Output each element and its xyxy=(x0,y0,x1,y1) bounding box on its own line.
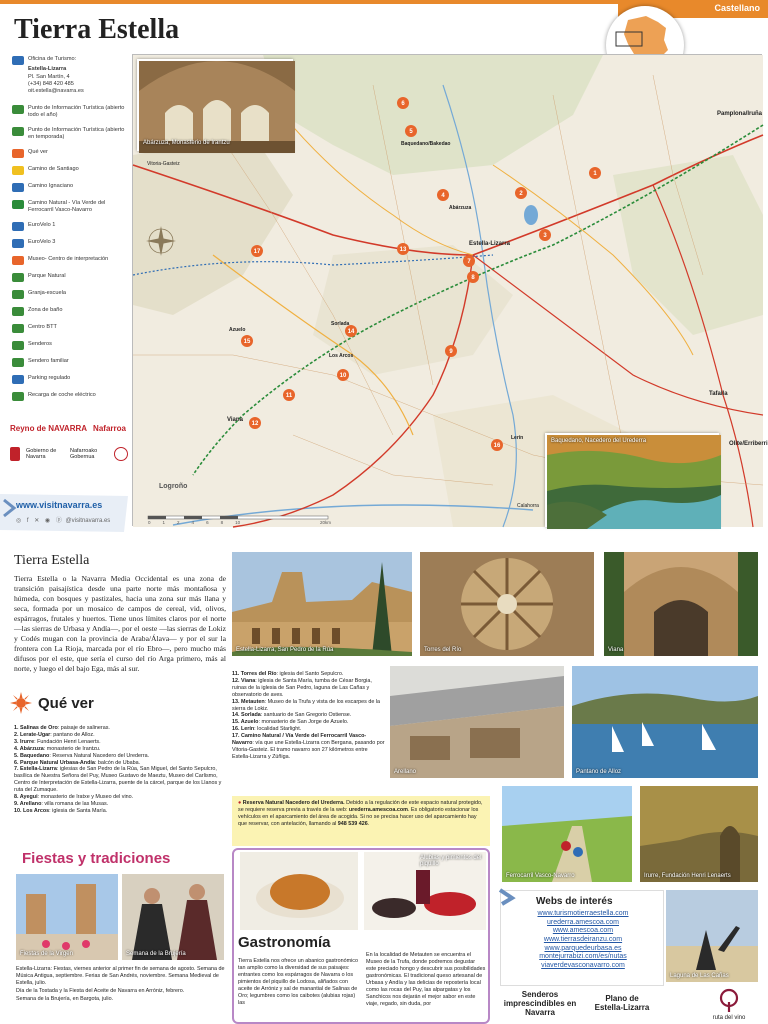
photo-irantzu-caption: Abárzuza, Monasterio de Irantzu xyxy=(143,140,230,146)
marker-16 xyxy=(491,439,503,451)
logo-reyno-navarra: Reyno de NAVARRA xyxy=(10,424,88,433)
office-phone: (+34) 848 420 485 xyxy=(28,80,74,87)
marker-15 xyxy=(241,335,253,347)
ruta-vino-text: ruta del vino xyxy=(712,1015,746,1021)
scale-tick: 2 xyxy=(177,520,180,525)
legend-symbol-icon xyxy=(12,375,24,384)
gastronomia-col2: En la localidad de Metauten se encuentra el Museo de la Trufa, donde podremos degustar este preciado hongo y descubrir sus posibilidades gastronómicas. El tradicional queso artesanal de Urbasa y Andía y las delicias de repostería local como las rocas del Puy, las alpargatas y los Sanchicos nos dejarán el mejor sabor en este viaje, regado, sin duda, por xyxy=(366,952,486,1008)
legend-item xyxy=(12,239,132,248)
legend-symbol-icon xyxy=(12,324,24,333)
que-ver-item xyxy=(14,746,228,753)
web-link[interactable]: viaverdevasconavarro.com xyxy=(541,962,625,970)
legend-label: Senderos xyxy=(28,341,52,348)
que-ver-item-name: 4. Abárzuza xyxy=(14,745,44,752)
photo-torres-rio[interactable] xyxy=(420,552,594,656)
webs-title: Webs de interés xyxy=(536,896,613,907)
marker-12 xyxy=(249,417,261,429)
legend-symbol-icon xyxy=(12,341,24,350)
legend-label: Sendero familiar xyxy=(28,358,69,365)
fiesta-item: Semana de la Brujería, en Bargota, julio. xyxy=(16,995,114,1002)
que-ver-item-name: 17. Camino Natural / Vía Verde del Ferrocarril Vasco-Navarro xyxy=(232,733,367,747)
legend-item xyxy=(12,307,132,316)
legend-symbol-icon xyxy=(12,127,24,136)
que-ver-item xyxy=(232,712,386,719)
town-abarzuza[interactable]: Abárzuza xyxy=(449,205,472,211)
que-ver-item-text: : iglesia de Santa María. xyxy=(49,807,108,814)
fiesta-item: Estella-Lizarra: Fiestas, viernes anterior al primer fin de semana de agosto. Semana de Música Antigua, septiembre. Ferias de San Andrés, noviembre. Semana Medieval de Estella, julio. xyxy=(16,966,225,986)
photo-alloz[interactable] xyxy=(572,666,758,778)
que-ver-item-text: : iglesias de San Pedro de la Rúa, San Miguel, del Santo Sepulcro, basílica de Nuestra Señora del Puy, Museo Gustavo de Maeztu, Museo del Carlismo, Centro de Interpretación de Estella-Lizarra, puente de la cárcel, parque de los Llanos y ruta del Zumaque. xyxy=(14,766,222,794)
marker-6 xyxy=(397,97,409,109)
office-address: Pl. San Martín, 4 xyxy=(28,73,70,80)
que-ver-item xyxy=(14,753,228,760)
svg-text:4: 4 xyxy=(441,193,445,199)
page-title: Tierra Estella xyxy=(14,14,180,45)
town-azuelo[interactable]: Azuelo xyxy=(229,327,246,333)
reserve-text: Debido a la regulación de este espacio natural protegido, se requiere reserva previa a través de la web: xyxy=(238,800,483,814)
marker-5 xyxy=(405,125,417,137)
que-ver-item xyxy=(14,739,228,746)
legend-label: Camino de Santiago xyxy=(28,166,79,173)
que-ver-item-text: : iglesia de Santa María, tumba de César Borgia, ruinas de la iglesia de San Pedro, laguna de Las Cañas y observatorio de aves. xyxy=(232,677,372,698)
town-tafalla[interactable]: Tafalla xyxy=(709,391,728,397)
legend-item xyxy=(12,105,132,119)
legend-item xyxy=(12,127,132,141)
web-link[interactable]: urederra.amescoa.com xyxy=(547,918,619,926)
legend-symbol-icon xyxy=(12,149,24,158)
svg-text:2: 2 xyxy=(519,191,523,197)
legend-symbol-icon xyxy=(12,239,24,248)
fiestas-list xyxy=(16,966,226,1004)
que-ver-item-name: 10. Los Arcos xyxy=(14,807,50,814)
map-legend xyxy=(12,56,132,409)
legend-symbol-icon xyxy=(12,392,24,401)
marker-4 xyxy=(437,189,449,201)
photo-san-pedro[interactable] xyxy=(232,552,412,656)
que-ver-heading xyxy=(10,692,94,714)
que-ver-item-text: : monasterio de San Jorge de Azuelo. xyxy=(258,719,349,726)
shield-icon xyxy=(10,447,20,461)
photo-asado[interactable] xyxy=(240,852,358,930)
marker-1 xyxy=(589,167,601,179)
fiesta-item: Día de la Tostada y la Fiesta del Aceite de Navarra en Arróniz, febrero. xyxy=(16,987,185,994)
que-ver-item xyxy=(14,766,228,794)
town-sorlada[interactable]: Sorlada xyxy=(331,321,350,327)
photo-fiestas-virgen[interactable] xyxy=(16,874,118,960)
photo-torres-rio-caption: Torres del Río xyxy=(424,647,462,653)
legend-symbol-icon xyxy=(12,222,24,231)
fiestas-title: Fiestas y tradiciones xyxy=(22,850,171,867)
scale-tick: 1 xyxy=(162,520,166,525)
legend-label: Camino Ignaciano xyxy=(28,183,74,190)
town-estella[interactable]: Estella-Lizarra xyxy=(469,241,511,247)
photo-urederra-caption: Baquedano, Nacedero del Urederra xyxy=(551,438,647,444)
que-ver-item-name: 2. Lerate-Ugar xyxy=(14,731,51,738)
que-ver-item-text: : Museo de la Trufa y vista de los escarpes de la sierra de Lokiz. xyxy=(232,698,381,712)
svg-text:16: 16 xyxy=(493,443,501,449)
gastronomia-col1: Tierra Estella nos ofrece un abanico gastronómico tan amplio como la diversidad de sus paisajes: entrantes como los espárragos de Navarra o los pimientos del piquillo de Lodosa, aliñados con aceite de Arróniz y sal de manantial de Salinas de Oro; legumbres como los caibotes (alubias rojas) las xyxy=(238,958,358,1007)
legend-symbol-icon xyxy=(12,290,24,299)
que-ver-item xyxy=(232,671,386,678)
photo-viana-caption: Viana xyxy=(608,647,624,653)
que-ver-item xyxy=(232,719,386,726)
marker-3 xyxy=(539,229,551,241)
legend-label: Qué ver xyxy=(28,149,48,156)
svg-text:9: 9 xyxy=(449,349,453,355)
que-ver-item-name: 12. Viana xyxy=(232,677,256,684)
town-pamplona[interactable]: Pamplona/Iruña xyxy=(717,111,763,117)
legend-label: EuroVelo 3 xyxy=(28,239,56,246)
reserve-web[interactable]: urederra.amescoa.com xyxy=(348,807,408,814)
legend-item xyxy=(12,200,132,214)
que-ver-item-name: 6. Parque Natural Urbasa-Andía xyxy=(14,759,95,766)
anniversary-seal-icon xyxy=(114,447,128,461)
legend-label: Punto de Información Turística (abierto todo el año) xyxy=(28,105,125,119)
svg-text:11: 11 xyxy=(285,393,293,399)
legend-item xyxy=(12,290,132,299)
web-link[interactable]: www.parquedeurbasa.es xyxy=(544,944,622,952)
legend-label: Punto de Información Turística (abierto en temporada) xyxy=(28,127,125,141)
plano-link[interactable]: Plano de Estella-Lizarra xyxy=(594,994,650,1013)
reserve-end: . xyxy=(367,821,370,828)
webs-links xyxy=(506,910,660,971)
svg-text:14: 14 xyxy=(347,329,355,335)
photo-san-pedro-caption: Estella-Lizarra, San Pedro de la Rúa xyxy=(236,647,334,653)
town-olite[interactable]: Olite/Erriberri xyxy=(729,441,768,447)
legend-symbol-icon xyxy=(12,358,24,367)
que-ver-item xyxy=(14,725,228,732)
que-ver-item-name: 5. Baquedano xyxy=(14,752,50,759)
town-vitoria[interactable]: Vitoria-Gasteiz xyxy=(147,161,180,167)
photo-arellano[interactable] xyxy=(390,666,564,778)
que-ver-item xyxy=(14,808,228,815)
svg-text:13: 13 xyxy=(399,247,407,253)
que-ver-item xyxy=(232,678,386,699)
photo-alloz-caption: Pantano de Alloz xyxy=(576,769,622,775)
reserve-phone[interactable]: 948 539 426 xyxy=(337,821,368,828)
svg-text:15: 15 xyxy=(243,339,251,345)
web-link[interactable]: www.tierrasdeiranzu.com xyxy=(543,936,623,944)
que-ver-item xyxy=(14,760,228,767)
photo-fiestas-virgen-caption: Fiestas de la Virgen xyxy=(20,951,73,957)
que-ver-item xyxy=(232,699,386,713)
svg-text:10: 10 xyxy=(339,373,347,379)
que-ver-item-name: 15. Azuelo xyxy=(232,719,259,726)
photo-ferrocarril-caption: Ferrocarril Vasco-Navarro xyxy=(506,873,575,879)
photo-alubias-caption: Alubias y pimientos del piquillo xyxy=(420,855,482,867)
svg-text:12: 12 xyxy=(251,421,259,427)
social-handles xyxy=(16,515,110,524)
legend-label: Museo- Centro de interpretación xyxy=(28,256,109,263)
reserve-notice xyxy=(232,796,490,846)
svg-text:7: 7 xyxy=(467,259,471,265)
que-ver-item xyxy=(14,801,228,808)
legend-symbol-icon xyxy=(12,273,24,282)
legend-tourism-office xyxy=(12,56,132,95)
que-ver-item-name: 14. Sorlada xyxy=(232,712,261,719)
que-ver-list-right xyxy=(232,671,386,761)
ruta-vino-logo[interactable] xyxy=(700,988,758,1021)
legend-label: Zona de baño xyxy=(28,307,63,314)
town-calahorra[interactable]: Calahorra xyxy=(517,503,539,509)
svg-text:5: 5 xyxy=(409,129,413,135)
que-ver-title: Qué ver xyxy=(38,694,94,712)
intro-text: Tierra Estella o la Navarra Media Occidental es una zona de transición paisajística desde una parte norte más montañosa y húmeda, con bosques y pastizales, hacia una zona sur más llana y seca, formada por un mosaico de campos de cereal, vid, olivos, espárragos, frutales y huertos. Tiene unos límites claros por el norte —las sierras de Urbasa y Andía—, por el oeste —las sierras de Lokiz y Codés mugan con la provincia de Araba/Álava— y por el sur la frontera con La Rioja, marcada por el río Ebro—, pero mucho más difusos por el este, que sería el curso del río Arga primero, más al norte, y luego el del bajo Ega, más al sur. xyxy=(14,574,226,674)
legend-item xyxy=(12,375,132,384)
legend-label: Granja-escuela xyxy=(28,290,66,297)
web-link[interactable]: www.amescoa.com xyxy=(552,927,614,935)
svg-text:8: 8 xyxy=(471,275,475,281)
scale-tick: 6 xyxy=(206,520,209,525)
logo-nafarroako: Nafarroako Gobernua xyxy=(70,448,98,460)
que-ver-item-text: : Reserva Natural Nacedero del Urederra. xyxy=(49,752,150,759)
que-ver-item-text: : pantano de Alloz. xyxy=(50,731,95,738)
que-ver-item-name: 8. Ayegui xyxy=(14,794,38,801)
web-link[interactable]: www.turismotierraestella.com xyxy=(537,910,629,917)
logo-nafarroa: Nafarroa xyxy=(93,424,126,433)
photo-viana[interactable] xyxy=(604,552,758,656)
photo-urederra[interactable] xyxy=(545,433,719,527)
photo-brujeria-caption: Semana de la Brujería xyxy=(126,951,186,957)
legend-item xyxy=(12,324,132,333)
que-ver-item-text: : monasterio de Irantzu. xyxy=(43,745,101,752)
legend-label: Centro BTT xyxy=(28,324,57,331)
scale-ticks xyxy=(148,520,240,525)
que-ver-item xyxy=(232,733,386,761)
town-logrono[interactable]: Logroño xyxy=(159,483,188,490)
info-icon xyxy=(12,56,24,65)
svg-text:17: 17 xyxy=(253,249,261,255)
town-lerin[interactable]: Lerín xyxy=(511,435,524,441)
legend-label: Recarga de coche eléctrico xyxy=(28,392,96,399)
reserve-title: Reserva Natural Nacedero del Urederra. xyxy=(242,800,345,806)
office-name: Estella-Lizarra xyxy=(28,66,67,73)
wine-glass-icon xyxy=(717,988,741,1012)
logos-block xyxy=(10,424,130,461)
marker-13 xyxy=(397,243,409,255)
legend-symbol-icon xyxy=(12,105,24,114)
sun-icon xyxy=(10,692,32,714)
photo-laguna[interactable] xyxy=(666,890,758,982)
social-handle[interactable]: @visitnavarra.es xyxy=(65,518,111,524)
scale-label: 20km xyxy=(320,520,332,525)
marker-11 xyxy=(283,389,295,401)
legend-item xyxy=(12,166,132,175)
que-ver-item-name: 7. Estella-Lizarra xyxy=(14,766,57,773)
legend-symbol-icon xyxy=(12,256,24,265)
que-ver-item-name: 11. Torres del Río xyxy=(232,671,277,677)
que-ver-item-text: : paisaje de salineras. xyxy=(57,725,110,731)
logo-gobierno: Gobierno de Navarra xyxy=(26,448,57,460)
que-ver-item xyxy=(14,732,228,739)
legend-label: Parque Natural xyxy=(28,273,66,280)
que-ver-item-name: 13. Metauten xyxy=(232,698,265,705)
photo-brujeria[interactable] xyxy=(122,874,224,960)
svg-text:3: 3 xyxy=(543,233,547,239)
gastronomia-title: Gastronomía xyxy=(238,934,331,951)
que-ver-item-name: 3. Irurre xyxy=(14,738,35,745)
photo-irantzu[interactable] xyxy=(137,59,293,151)
office-title: Oficina de Turismo: xyxy=(28,56,77,62)
photo-arellano-caption: Arellano xyxy=(394,769,417,775)
legend-item xyxy=(12,256,132,265)
photo-laguna-caption: Laguna de Las Cañas xyxy=(670,973,729,979)
legend-items xyxy=(12,105,132,401)
scale-tick: 4 xyxy=(191,520,195,525)
map-scale xyxy=(148,516,338,524)
legend-symbol-icon xyxy=(12,307,24,316)
marker-2 xyxy=(515,187,527,199)
que-ver-item-text: : vía que une Estella-Lizarra con Bergana, pasando por Vitoria-Gasteiz. El tramo navarro son 27 kilómetros entre Estella-Lizarra y Zúñiga. xyxy=(232,740,385,760)
que-ver-list-left xyxy=(14,725,228,815)
que-ver-item xyxy=(232,726,386,733)
senderos-link[interactable]: Senderos imprescindibles en Navarra xyxy=(503,990,577,1018)
town-los-arcos[interactable]: Los Arcos xyxy=(329,353,354,359)
tourist-map[interactable] xyxy=(132,54,768,526)
legend-item xyxy=(12,149,132,158)
social-icons[interactable]: ◎ f ✕ ◉ ⓟ xyxy=(16,518,64,524)
town-baquedano[interactable]: Baquedano/Bakedao xyxy=(401,141,451,147)
legend-item xyxy=(12,392,132,401)
web-link[interactable]: montejurrabizi.com/es/nutas xyxy=(539,953,627,961)
photo-irurre-caption: Irurre, Fundación Henri Lenaerts xyxy=(644,873,731,879)
legend-symbol-icon xyxy=(12,166,24,175)
scale-tick: 8 xyxy=(220,520,224,525)
que-ver-item-text: : iglesia del Santo Sepulcro. xyxy=(276,671,344,677)
que-ver-item-text: : localidad Starlight. xyxy=(254,726,302,733)
photo-irurre[interactable] xyxy=(640,786,758,882)
legend-symbol-icon xyxy=(12,200,24,209)
que-ver-item-text: : santuario de San Gregorio Ostiense. xyxy=(260,712,352,719)
marker-9 xyxy=(445,345,457,357)
visitnavarra-link[interactable]: www.visitnavarra.es xyxy=(16,500,103,510)
que-ver-item-text: : Fundación Henri Lenaerts. xyxy=(34,738,101,745)
svg-text:1: 1 xyxy=(593,171,597,177)
marker-7 xyxy=(463,255,475,267)
photo-ferrocarril[interactable] xyxy=(502,786,632,882)
town-viana[interactable]: Viana xyxy=(227,417,243,423)
legend-item xyxy=(12,358,132,367)
notice-bullet-icon: ● xyxy=(238,800,242,806)
office-email[interactable]: oit.estella@navarra.es xyxy=(28,88,84,95)
photo-alubias[interactable] xyxy=(364,852,486,930)
que-ver-item-name: 9. Arellano xyxy=(14,800,42,807)
legend-item xyxy=(12,341,132,350)
reserve-text2: . Es obligatorio estacionar los vehículos en el aparcamiento del área de acogida. Si no se precisa hacer uso del aparcamiento hay que reservar, con antelación, llamando al xyxy=(238,807,479,828)
legend-item xyxy=(12,273,132,282)
legend-label: EuroVelo 1 xyxy=(28,222,56,229)
language-badge[interactable]: Castellano xyxy=(618,0,768,18)
scale-tick: 10 xyxy=(235,520,241,525)
legend-item xyxy=(12,183,132,192)
que-ver-item-text: : balcón de Ubaba. xyxy=(94,759,141,766)
legend-label: Parking regulado xyxy=(28,375,71,382)
intro-title: Tierra Estella xyxy=(14,553,90,568)
que-ver-item-text: : villa romana de las Musas. xyxy=(41,800,109,807)
que-ver-item-text: : monasterio de Iratxe y Museo del vino. xyxy=(37,794,134,801)
marker-8 xyxy=(467,271,479,283)
que-ver-item xyxy=(14,794,228,801)
legend-item xyxy=(12,222,132,231)
arrow-icon xyxy=(498,886,528,906)
legend-symbol-icon xyxy=(12,183,24,192)
marker-10 xyxy=(337,369,349,381)
marker-17 xyxy=(251,245,263,257)
que-ver-item-name: 1. Salinas de Oro xyxy=(14,725,58,731)
legend-label: Camino Natural - Vía Verde del Ferrocarril Vasco-Navarro xyxy=(28,200,106,214)
que-ver-item-name: 16. Lerín xyxy=(232,726,255,733)
svg-text:6: 6 xyxy=(401,101,405,107)
scale-tick: 0 xyxy=(148,520,151,525)
